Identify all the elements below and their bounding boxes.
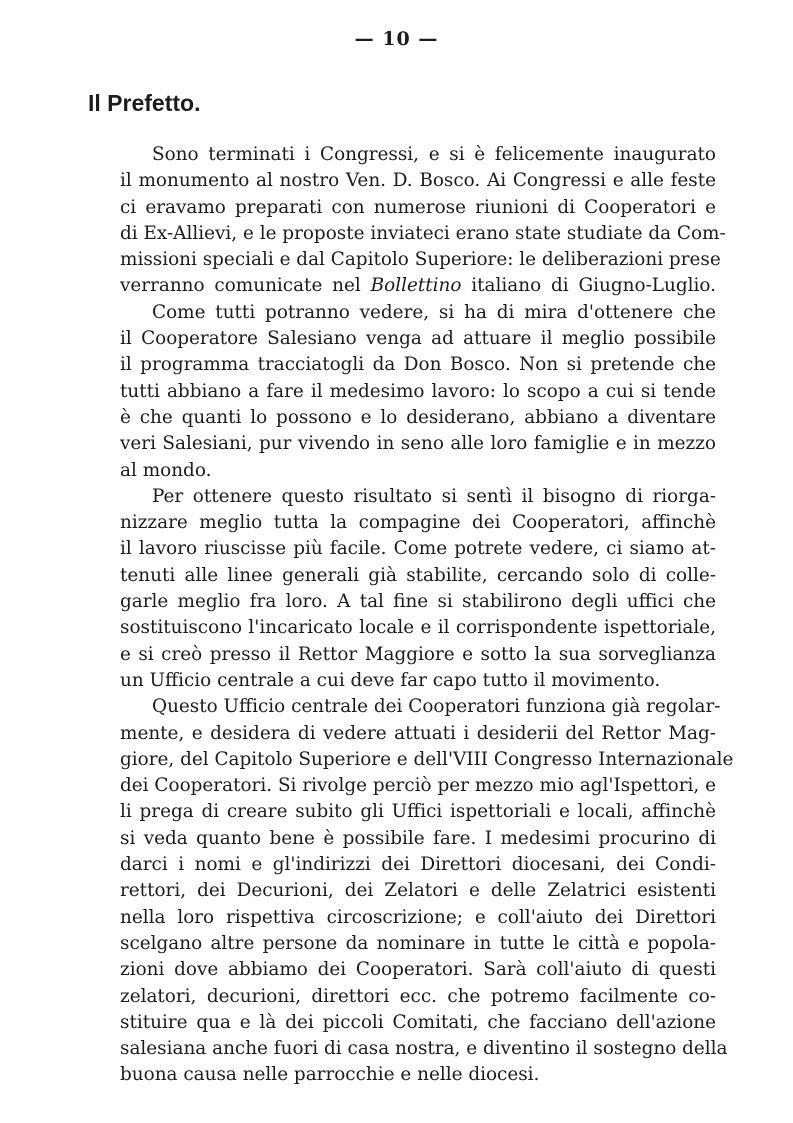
text-line: ci eravamo preparati con numerose riunioni di Cooperatori e [120, 196, 716, 218]
text-line: buona causa nelle parrocchie e nelle diocesi. [120, 1064, 540, 1086]
text-line: garle meglio fra loro. A tal fine si stabilirono degli uffici che [120, 591, 716, 613]
paragraph-4 [88, 694, 734, 1088]
text-line: Sono terminati i Congressi, e si è felicemente inaugurato [152, 144, 716, 165]
text-line: al mondo. [120, 459, 212, 481]
text-line: missioni speciali e dal Capitolo Superiore: le deliberazioni prese [120, 249, 721, 271]
section-heading: Il Prefetto. [88, 90, 201, 116]
text-line: Per ottenere questo risultato si sentì il bisogno di riorga- [152, 485, 716, 507]
text-line: nella loro rispettiva circoscrizione; e coll'aiuto dei Direttori [120, 906, 716, 928]
text-line: Come tutti potranno vedere, si ha di mira d'ottenere che [152, 301, 716, 323]
text-line: nizzare meglio tutta la compagine dei Cooperatori, affinchè [120, 512, 716, 534]
text-line: tutti abbiano a fare il medesimo lavoro: lo scopo a cui si tende [120, 380, 716, 402]
text-line: li prega di creare subito gli Uffici ispettoriali e locali, affinchè [120, 801, 716, 823]
text-line: rettori, dei Decurioni, dei Zelatori e delle Zelatrici esistenti [120, 880, 716, 902]
text-line: e si creò presso il Rettor Maggiore e sotto la sua sorveglianza [120, 643, 716, 665]
text-line: si veda quanto bene è possibile fare. I medesimi procurino di [120, 827, 716, 849]
text-line: stituire qua e là dei piccoli Comitati, che facciano dell'azione [120, 1011, 716, 1033]
text-line: dei Cooperatori. Si rivolge perciò per mezzo mio agl'Ispettori, e [120, 775, 716, 797]
text-line [88, 273, 716, 299]
italic-title: Bollettino [370, 275, 462, 297]
paragraph-2 [88, 300, 716, 484]
body-text [88, 142, 734, 1089]
page-number: — 10 — [354, 28, 439, 50]
text-line: un Ufficio centrale a cui deve far capo tutto il movimento. [120, 669, 661, 691]
text-line: giore, del Capitolo Superiore e dell'VIII Congresso Internazionale [120, 748, 734, 770]
text-line: il programma tracciatogli da Don Bosco. Non si pretende che [120, 354, 716, 376]
text-line: zelatori, decurioni, direttori ecc. che potremo facilmente co- [120, 985, 716, 1007]
text-fragment: italiano di Giugno-Luglio. [461, 275, 716, 297]
text-line: il monumento al nostro Ven. D. Bosco. Ai Congressi e alle feste [120, 170, 716, 192]
paragraph-3 [88, 484, 716, 694]
paragraph-1 [88, 142, 726, 300]
text-line: scelgano altre persone da nominare in tutte le città e popola- [120, 932, 716, 954]
text-line: darci i nomi e gl'indirizzi dei Direttori diocesani, dei Condi- [120, 854, 716, 876]
text-line: tenuti alle linee generali già stabilite, cercando solo di colle- [120, 564, 716, 586]
text-fragment: verranno comunicate nel [120, 275, 371, 297]
text-line: veri Salesiani, pur vivendo in seno alle loro famiglie e in mezzo [120, 433, 716, 455]
text-line: zioni dove abbiamo dei Cooperatori. Sarà coll'aiuto di questi [120, 959, 716, 981]
text-line: è che quanti lo possono e lo desiderano, abbiano a diventare [120, 406, 716, 428]
text-line: il lavoro riuscisse più facile. Come potrete vedere, ci siamo at- [120, 538, 716, 560]
text-line: sostituiscono l'incaricato locale e il corrispondente ispettoriale, [120, 617, 716, 639]
text-line: mente, e desidera di vedere attuati i desiderii del Rettor Mag- [120, 722, 716, 744]
text-line: il Cooperatore Salesiano venga ad attuare il meglio possibile [120, 328, 716, 350]
text-line: Questo Ufficio centrale dei Cooperatori funziona già regolar- [152, 696, 721, 718]
text-line: di Ex-Allievi, e le proposte inviateci erano state studiate da Com- [120, 222, 726, 244]
text-line: salesiana anche fuori di casa nostra, e diventino il sostegno della [120, 1038, 728, 1060]
